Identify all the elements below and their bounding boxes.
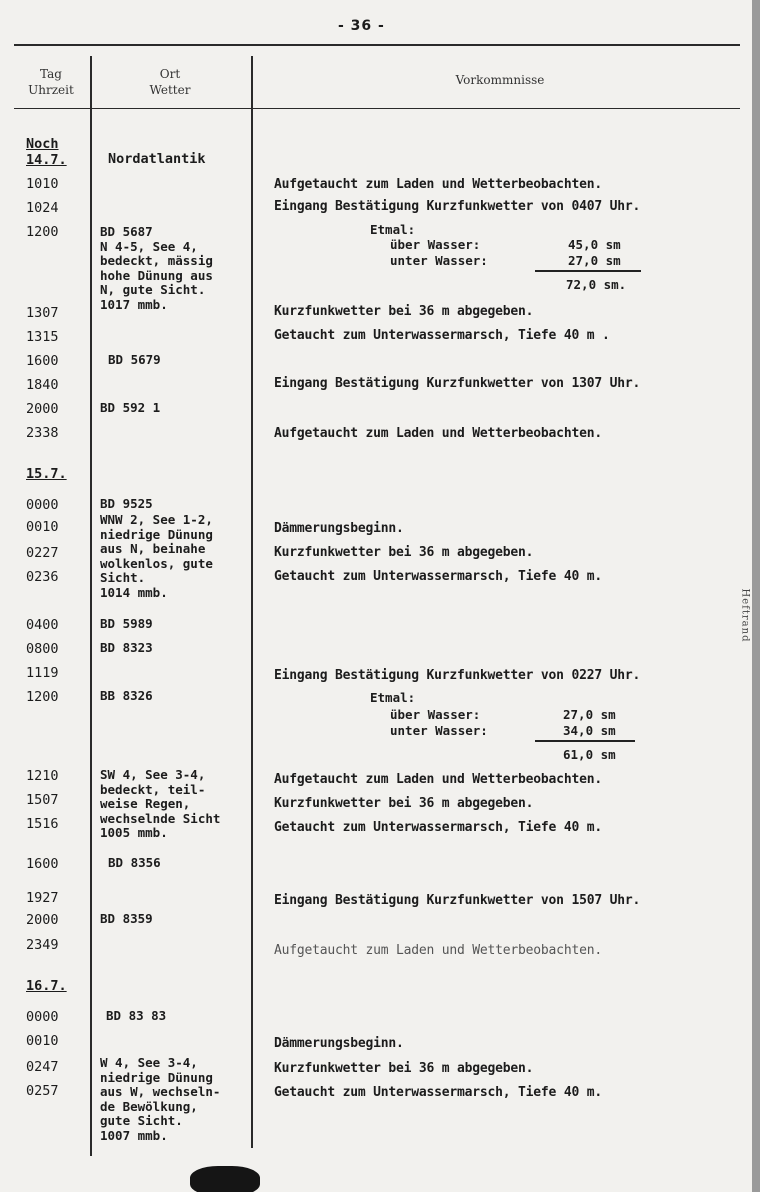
event-1507: Kurzfunkwetter bei 36 m abgegeben. bbox=[274, 796, 534, 811]
etmal2-under-label: unter Wasser: bbox=[390, 723, 488, 738]
etmal2-title: Etmal: bbox=[370, 690, 416, 705]
time-0000-15: 0000 bbox=[26, 497, 59, 513]
event-0257: Getaucht zum Unterwassermarsch, Tiefe 40 m. bbox=[274, 1085, 602, 1100]
column-divider-1 bbox=[90, 56, 92, 1156]
ink-smudge bbox=[190, 1166, 260, 1192]
etmal1-under-label: unter Wasser: bbox=[390, 253, 488, 268]
weather-0010-15: WNW 2, See 1-2, niedrige Dünung aus N, beinahe wolkenlos, gute Sicht. 1014 mmb. bbox=[100, 512, 213, 600]
weather-1200-15: BB 8326 bbox=[100, 688, 153, 703]
time-1200-15: 1200 bbox=[26, 689, 59, 705]
weather-0400: BD 5989 bbox=[100, 616, 153, 631]
time-2000-15: 2000 bbox=[26, 912, 59, 928]
event-0236: Getaucht zum Unterwassermarsch, Tiefe 40 m. bbox=[274, 569, 602, 584]
time-1010: 1010 bbox=[26, 176, 59, 192]
time-1307: 1307 bbox=[26, 305, 59, 321]
weather-1200: BD 5687 N 4-5, See 4, bedeckt, mässig hohe Dünung aus N, gute Sicht. 1017 mmb. bbox=[100, 224, 213, 312]
etmal2-over-value: 27,0 sm bbox=[563, 707, 616, 722]
header-col3: Vorkommnisse bbox=[455, 73, 545, 87]
time-2338: 2338 bbox=[26, 425, 59, 441]
etmal1-over-value: 45,0 sm bbox=[568, 237, 621, 252]
time-1119: 1119 bbox=[26, 665, 59, 681]
time-0010-16: 0010 bbox=[26, 1033, 59, 1049]
event-1119: Eingang Bestätigung Kurzfunkwetter von 0227 Uhr. bbox=[274, 668, 641, 683]
event-2349: Aufgetaucht zum Laden und Wetterbeobachten. bbox=[274, 943, 602, 958]
etmal2-sum-rule bbox=[535, 740, 635, 742]
time-0800: 0800 bbox=[26, 641, 59, 657]
etmal2-under-value: 34,0 sm bbox=[563, 723, 616, 738]
weather-1600: BD 5679 bbox=[108, 352, 161, 367]
event-0010-16: Dämmerungsbeginn. bbox=[274, 1036, 404, 1051]
header-col1 bbox=[26, 66, 76, 98]
etmal1-sum: 72,0 sm. bbox=[566, 277, 627, 292]
page-number: - 36 - bbox=[338, 18, 385, 34]
time-0400: 0400 bbox=[26, 617, 59, 633]
time-1210: 1210 bbox=[26, 768, 59, 784]
event-1516: Getaucht zum Unterwassermarsch, Tiefe 40 m. bbox=[274, 820, 602, 835]
event-0247: Kurzfunkwetter bei 36 m abgegeben. bbox=[274, 1061, 534, 1076]
weather-0000-15: BD 9525 bbox=[100, 496, 153, 511]
header-col1-line2: Uhrzeit bbox=[28, 83, 74, 97]
event-1840: Eingang Bestätigung Kurzfunkwetter von 1307 Uhr. bbox=[274, 376, 641, 391]
weather-0000-16: BD 83 83 bbox=[106, 1008, 167, 1023]
time-1507: 1507 bbox=[26, 792, 59, 808]
time-0257: 0257 bbox=[26, 1083, 59, 1099]
time-2349: 2349 bbox=[26, 937, 59, 953]
event-1024: Eingang Bestätigung Kurzfunkwetter von 0407 Uhr. bbox=[274, 199, 641, 214]
page-edge bbox=[752, 0, 760, 1192]
date-noch: Noch bbox=[26, 136, 59, 152]
weather-0800: BD 8323 bbox=[100, 640, 153, 655]
time-0236: 0236 bbox=[26, 569, 59, 585]
time-1600-15: 1600 bbox=[26, 856, 59, 872]
weather-2000: BD 592 1 bbox=[100, 400, 161, 415]
event-0227: Kurzfunkwetter bei 36 m abgegeben. bbox=[274, 545, 534, 560]
time-1200: 1200 bbox=[26, 224, 59, 240]
event-1210: Aufgetaucht zum Laden und Wetterbeobachten. bbox=[274, 772, 602, 787]
time-1315: 1315 bbox=[26, 329, 59, 345]
etmal1-title: Etmal: bbox=[370, 222, 416, 237]
time-1600: 1600 bbox=[26, 353, 59, 369]
time-1516: 1516 bbox=[26, 816, 59, 832]
time-2000: 2000 bbox=[26, 401, 59, 417]
margin-note: Heftrand bbox=[739, 588, 751, 643]
weather-1210: SW 4, See 3-4, bedeckt, teil- weise Regen, wechselnde Sicht 1005 mmb. bbox=[100, 767, 221, 840]
header-col2-line2: Wetter bbox=[149, 83, 191, 97]
event-1315: Getaucht zum Unterwassermarsch, Tiefe 40 m . bbox=[274, 328, 610, 343]
etmal2-over-label: über Wasser: bbox=[390, 707, 481, 722]
etmal1-sum-rule bbox=[535, 270, 641, 272]
etmal1-under-value: 27,0 sm bbox=[568, 253, 621, 268]
time-0000-16: 0000 bbox=[26, 1009, 59, 1025]
date-15-7: 15.7. bbox=[26, 466, 67, 482]
event-1927: Eingang Bestätigung Kurzfunkwetter von 1507 Uhr. bbox=[274, 893, 641, 908]
header-top-rule bbox=[14, 44, 740, 46]
event-0010-15: Dämmerungsbeginn. bbox=[274, 521, 404, 536]
date-16-7: 16.7. bbox=[26, 978, 67, 994]
weather-1600-15: BD 8356 bbox=[108, 855, 161, 870]
header-col2-line1: Ort bbox=[159, 67, 181, 81]
time-1024: 1024 bbox=[26, 200, 59, 216]
time-0010-15: 0010 bbox=[26, 519, 59, 535]
header-bottom-rule bbox=[14, 108, 740, 109]
event-1307: Kurzfunkwetter bei 36 m abgegeben. bbox=[274, 304, 534, 319]
weather-2000-15: BD 8359 bbox=[100, 911, 153, 926]
etmal1-over-label: über Wasser: bbox=[390, 237, 481, 252]
place-nordatlantik: Nordatlantik bbox=[108, 151, 206, 167]
weather-0247: W 4, See 3-4, niedrige Dünung aus W, wechseln- de Bewölkung, gute Sicht. 1007 mmb. bbox=[100, 1055, 221, 1143]
column-divider-2 bbox=[251, 56, 253, 1148]
event-1010: Aufgetaucht zum Laden und Wetterbeobachten. bbox=[274, 177, 602, 192]
etmal2-sum: 61,0 sm bbox=[563, 747, 616, 762]
header-col1-line1: Tag bbox=[40, 67, 62, 81]
time-1927: 1927 bbox=[26, 890, 59, 906]
time-0247: 0247 bbox=[26, 1059, 59, 1075]
date-14-7: 14.7. bbox=[26, 152, 67, 168]
time-1840: 1840 bbox=[26, 377, 59, 393]
time-0227: 0227 bbox=[26, 545, 59, 561]
event-2338: Aufgetaucht zum Laden und Wetterbeobachten. bbox=[274, 426, 602, 441]
header-col2 bbox=[130, 66, 210, 98]
